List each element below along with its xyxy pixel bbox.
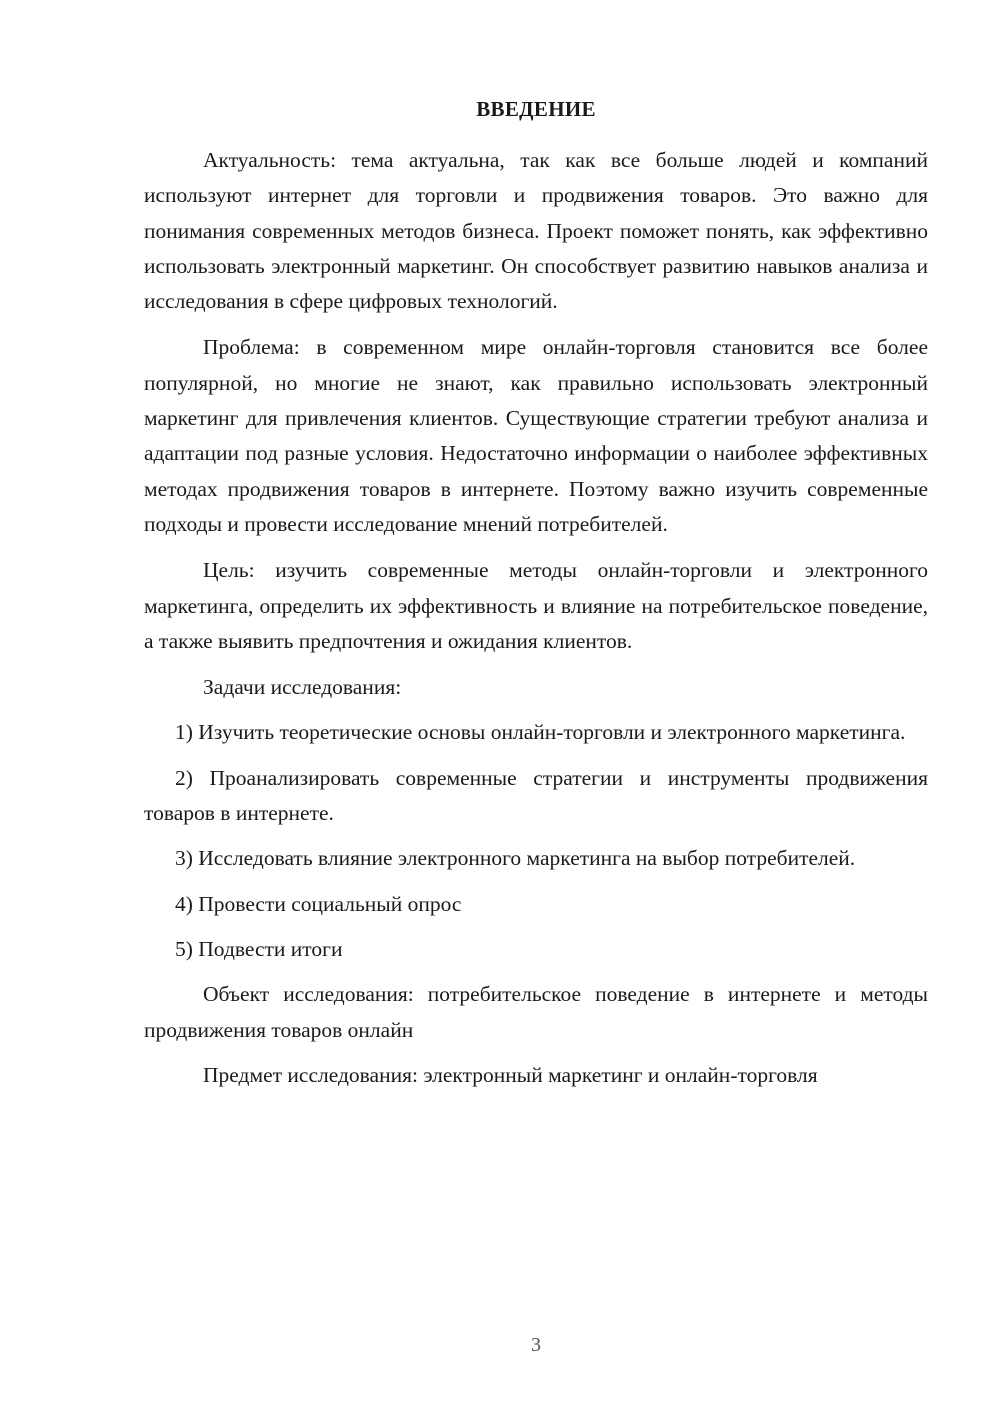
- paragraph-subject: Предмет исследования: электронный маркетинг и онлайн-торговля: [203, 1062, 818, 1087]
- document-body: [144, 143, 928, 1093]
- paragraph-object: Объект исследования: потребительское поведение в интернете и методы продвижения товаров онлайн: [144, 982, 928, 1042]
- task-item-2: 2) Проанализировать современные стратегии и инструменты продвижения товаров в интернете.: [144, 765, 928, 826]
- task-item-3: 3) Исследовать влияние электронного маркетинга на выбор потребителей.: [175, 846, 856, 871]
- task-item-5: 5) Подвести итоги: [175, 936, 343, 961]
- page-title: ВВЕДЕНИЕ: [476, 97, 596, 121]
- paragraph-goal: Цель: изучить современные методы онлайн-торговли и электронного маркетинга, определить их эффективность и влияние на потребительское поведение, а также выявить предпочтения и ожидания клиентов.: [144, 558, 928, 653]
- task-item-4: 4) Провести социальный опрос: [175, 891, 462, 916]
- task-item-1: 1) Изучить теоретические основы онлайн-торговли и электронного маркетинга.: [175, 720, 906, 745]
- tasks-heading: Задачи исследования:: [203, 675, 402, 700]
- paragraph-relevance: Актуальность: тема актуальна, так как все больше людей и компаний используют интернет для торговли и продвижения товаров. Это важно для понимания современных методов бизнеса. Проект поможет понять, как эффективно использовать электронный маркетинг. Он способствует развитию навыков анализа и исследования в сфере цифровых технологий.: [144, 148, 928, 314]
- paragraph-problem: Проблема: в современном мире онлайн-торговля становится все более популярной, но многие не знают, как правильно использовать электронный маркетинг для привлечения клиентов. Существующие стратегии требуют анализа и адаптации под разные условия. Недостаточно информации о наиболее эффективных методах продвижения товаров в интернете. Поэтому важно изучить современные подходы и провести исследование мнений потребителей.: [144, 335, 928, 536]
- page-number: 3: [531, 1334, 541, 1356]
